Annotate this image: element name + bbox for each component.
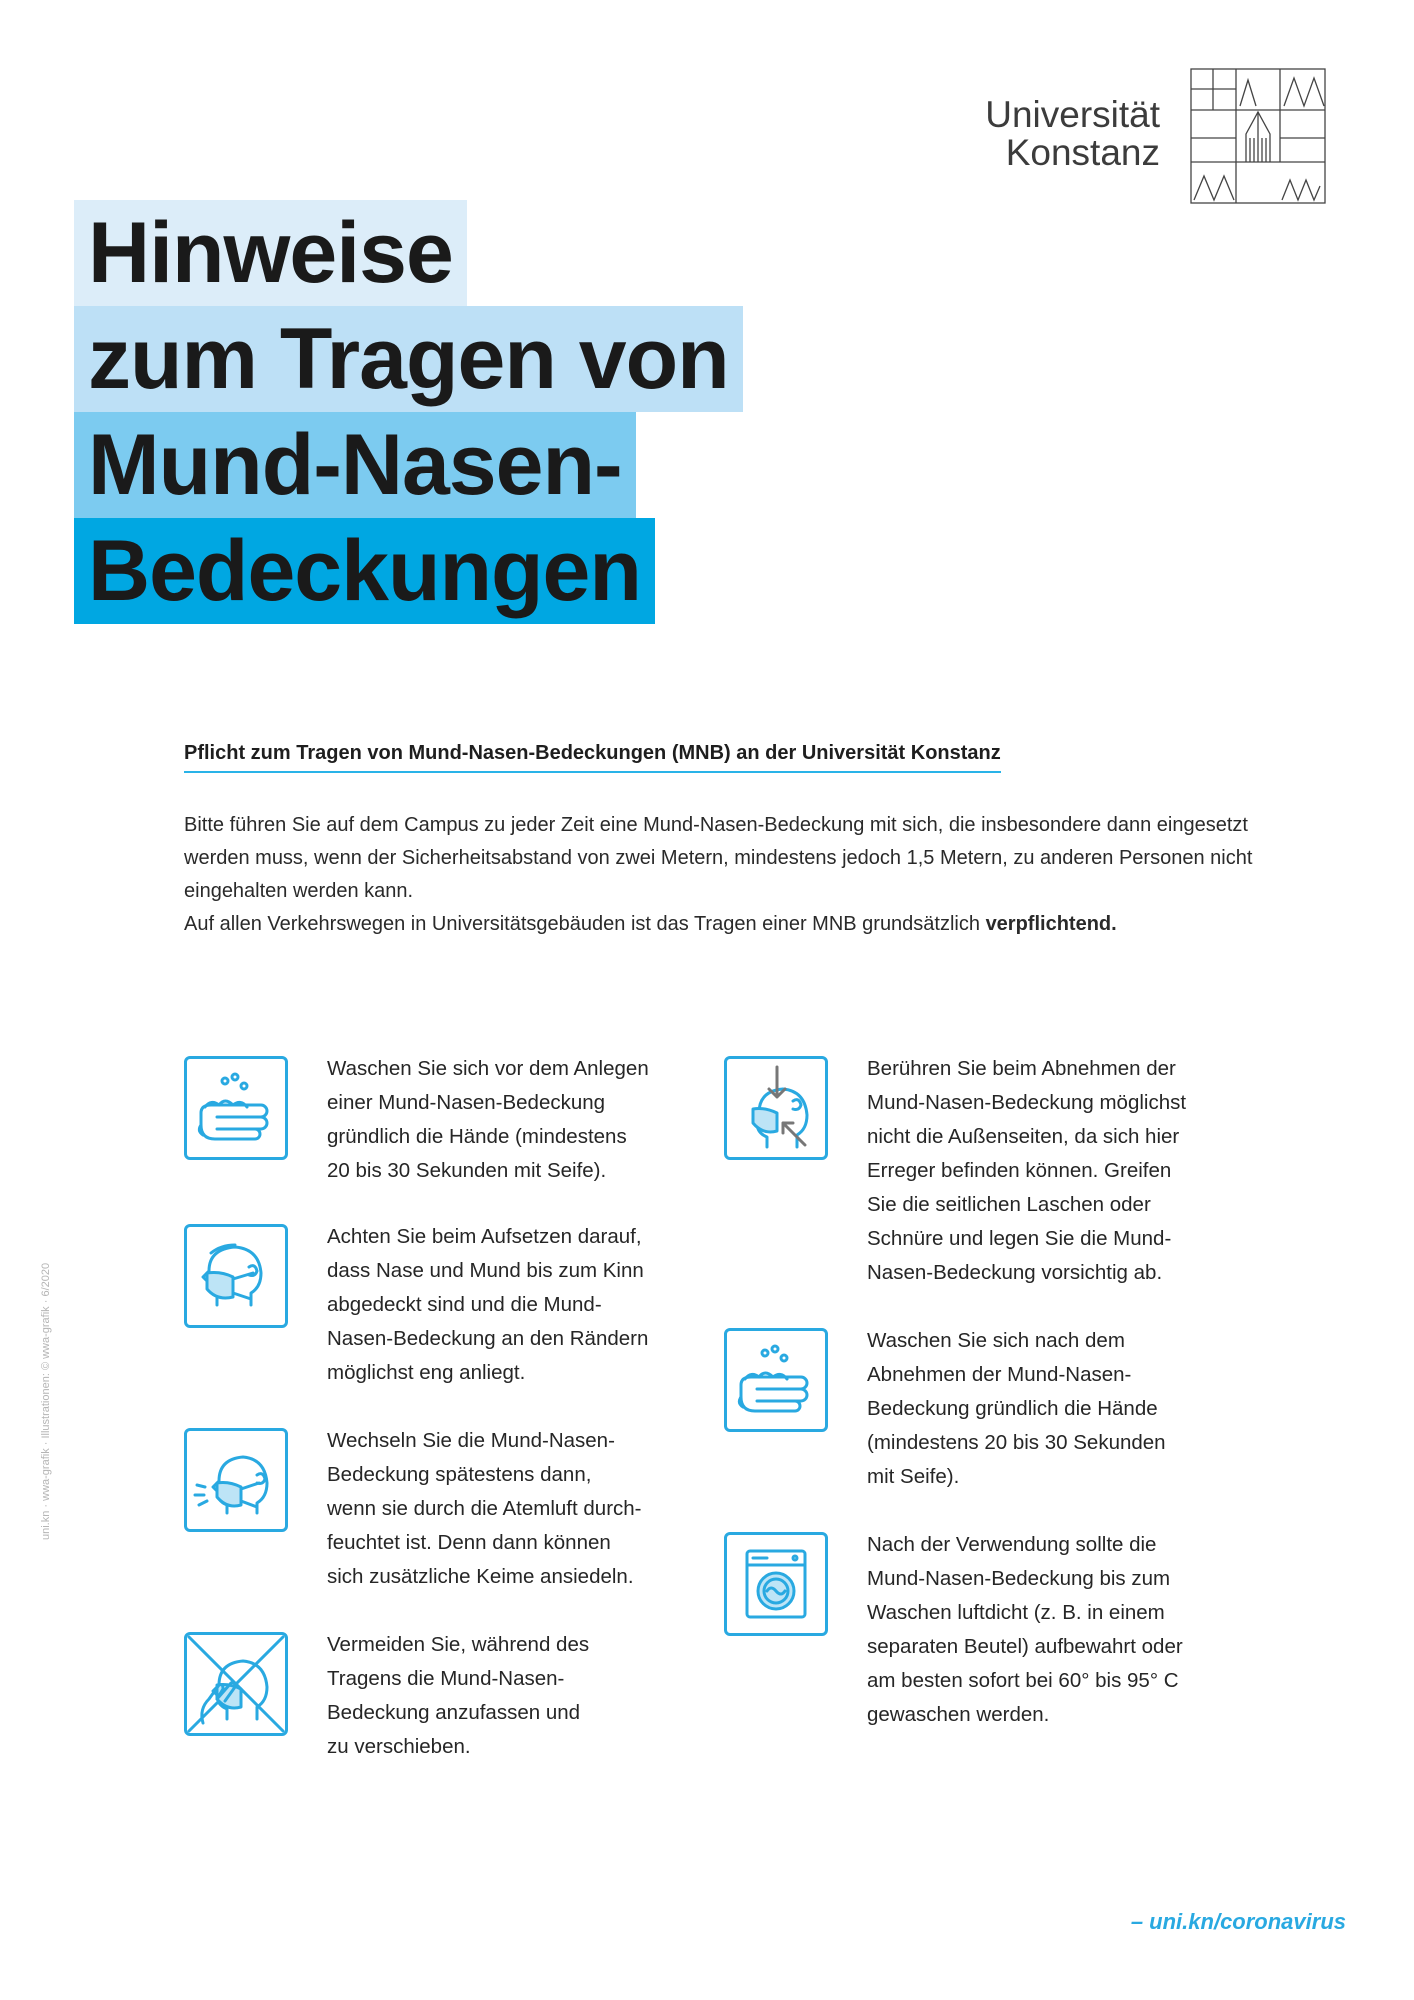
intro-paragraph-2-text: Auf allen Verkehrswegen in Universitätsgebäuden ist das Tragen einer MNB grundsätzlich — [184, 913, 986, 935]
university-logo-icon — [1190, 68, 1326, 204]
intro-text — [184, 809, 1264, 941]
instruction-text: Waschen Sie sich nach dem Abnehmen der Mund-Nasen- Bedeckung gründlich die Hände (mindestens 20 bis 30 Sekunden mit Seife). — [867, 1329, 1166, 1488]
instruction-text: Waschen Sie sich vor dem Anlegen einer Mund-Nasen-Bedeckung gründlich die Hände (mindestens 20 bis 30 Sekunden mit Seife). — [327, 1057, 649, 1182]
intro-section — [184, 742, 1264, 941]
page-title — [74, 200, 743, 624]
logo-line-2: Konstanz — [1005, 132, 1160, 173]
logo-line-1: Universität — [985, 94, 1160, 135]
intro-paragraph-1: Bitte führen Sie auf dem Campus zu jeder Zeit eine Mund-Nasen-Bedeckung mit sich, die insbesondere dann eingesetzt werden muss, wenn der Sicherheitsabstand von zwei Metern, mindestens jedoch 1,5 Metern, zu anderen Personen nicht eingehalten werden kann. — [184, 814, 1253, 902]
title-line-4: Bedeckungen — [74, 518, 655, 624]
title-line-2: zum Tragen von — [74, 306, 743, 412]
intro-heading: Pflicht zum Tragen von Mund-Nasen-Bedeckungen (MNB) an der Universität Konstanz — [184, 742, 1001, 773]
intro-paragraph-2-bold: verpflichtend. — [985, 913, 1117, 935]
instruction-text: Berühren Sie beim Abnehmen der Mund-Nasen-Bedeckung möglichst nicht die Außenseiten, da sich hier Erreger befinden können. Greifen Sie die seitlichen Laschen oder Schnüre und legen Sie die Mund- Nasen-Bedeckung vorsichtig ab. — [867, 1057, 1187, 1284]
breath-mask-icon — [184, 1428, 288, 1532]
side-credit: uni.kn · wwa-grafik · Illustrationen: © wwa-grafik · 6/2020 — [40, 1262, 52, 1540]
instruction-text: Achten Sie beim Aufsetzen darauf, dass Nase und Mund bis zum Kinn abgedeckt sind und die Mund- Nasen-Bedeckung an den Rändern möglichst eng anliegt. — [327, 1225, 649, 1384]
university-wordmark — [940, 96, 1160, 172]
hand-wash-icon — [184, 1056, 288, 1160]
washing-machine-icon — [724, 1532, 828, 1636]
no-touch-mask-icon — [184, 1632, 288, 1736]
intro-paragraph-2 — [184, 908, 1264, 941]
hand-wash-icon — [724, 1328, 828, 1432]
title-line-3: Mund-Nasen- — [74, 412, 636, 518]
remove-mask-icon — [724, 1056, 828, 1160]
mask-face-icon — [184, 1224, 288, 1328]
footer-link[interactable]: – uni.kn/coronavirus — [1130, 1909, 1346, 1934]
instruction-text: Vermeiden Sie, während des Tragens die Mund-Nasen- Bedeckung anzufassen und zu verschieben. — [327, 1633, 590, 1758]
title-line-1: Hinweise — [74, 200, 467, 306]
instruction-text: Wechseln Sie die Mund-Nasen- Bedeckung spätestens dann, wenn sie durch die Atemluft durch- feuchtet ist. Denn dann können sich zusätzliche Keime ansiedeln. — [327, 1429, 642, 1588]
instruction-text: Nach der Verwendung sollte die Mund-Nasen-Bedeckung bis zum Waschen luftdicht (z. B. in einem separaten Beutel) aufbewahrt oder am besten sofort bei 60° bis 95° C gewaschen werden. — [867, 1533, 1183, 1726]
